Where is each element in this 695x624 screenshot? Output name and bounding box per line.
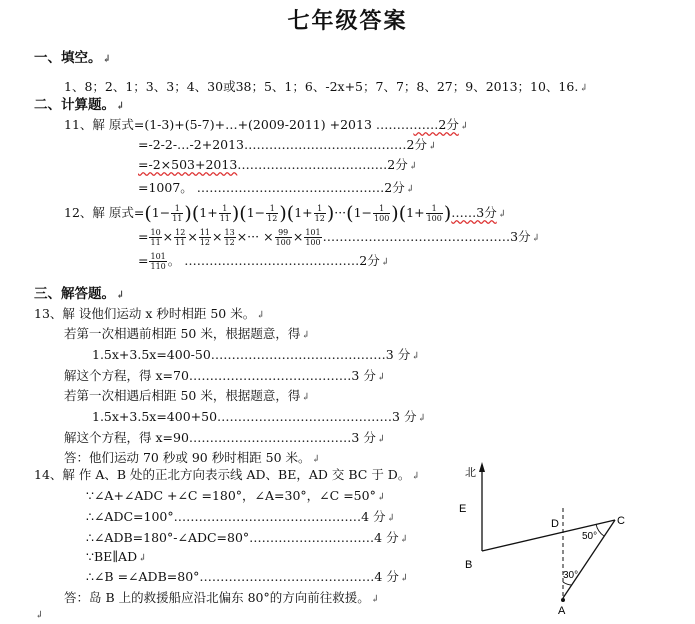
- eq1-fraction: $\frac{1}{12}$: [314, 204, 325, 223]
- eq2-fraction: $\frac{101}{100}$: [305, 228, 321, 247]
- q14-line-4: ∴∠ADB=180°-∠ADC=80°…………………………4 分↲: [86, 530, 409, 545]
- q13-line-7: 解这个方程，得 x=90…………………………………3 分↲: [64, 430, 386, 445]
- q13-line-6: 1.5x+3.5x=400+50……………………………………3 分↲: [92, 409, 426, 424]
- q13-line-8: 答：他们运动 70 秒或 90 秒时相距 50 米。↲: [64, 450, 320, 465]
- q12-expression-2: $\frac{10}{11}$ × $\frac{12}{11}$ × $\frac{11}{12}$ × $\frac{13}{12}$ ×··· × $\frac{99}{100}$ × $\frac{101}{100}$: [150, 228, 321, 247]
- eq1-fraction: $\frac{1}{11}$: [219, 204, 230, 223]
- q13-line-1: 13、解 设他们运动 x 秒时相距 50 米。↲: [34, 306, 265, 321]
- q12-line-1: 12、解 原式=(1− $\frac{1}{11}$ )(1+ $\frac{1}{11}$ )(1− $\frac{1}{12}$ )(1+ $\frac{1}{12}$ )···(1− $\frac{1}{100}$ )(1+ $\frac{1}{100}$ )……3分↲: [64, 202, 507, 225]
- q12-expression-1: (1− $\frac{1}{11}$ )(1+ $\frac{1}{11}$ )(1− $\frac{1}{12}$ )(1+ $\frac{1}{12}$ )···(1− $\frac{1}{100}$ )(1+ $\frac{1}{100}$ ): [144, 202, 452, 225]
- section-3-heading: 三、解答题。↲: [34, 286, 125, 302]
- q14-line-5: ∵BE∥AD↲: [86, 549, 147, 564]
- eq1-fraction: $\frac{1}{100}$: [374, 204, 390, 223]
- label-A: A: [558, 605, 566, 617]
- q11-line-3: =-2×503+2013………………………………2分↲: [138, 157, 418, 172]
- end-mark: ↲: [35, 610, 44, 621]
- label-C: C: [617, 515, 625, 527]
- q11-line-2: =-2-2-…-2+2013…………………………………2分↲: [138, 137, 437, 152]
- fill-blank-answers: 1、8；2、1；3、3；4、30或38；5、1；6、-2x+5；7、7；8、27；9、2013；10、16.↲: [64, 79, 588, 94]
- label-E: E: [459, 503, 467, 515]
- q11-line-4: =1007。 ………………………………………2分↲: [138, 180, 415, 195]
- north-arrow-icon: [479, 462, 485, 472]
- angle-A-label: 30°: [563, 570, 579, 581]
- eq2-fraction: $\frac{10}{11}$: [150, 228, 161, 247]
- point-A: [561, 598, 565, 602]
- eq2-fraction: $\frac{13}{12}$: [224, 228, 235, 247]
- section-2-heading: 二、计算题。↲: [34, 97, 125, 113]
- q12-line-3: = $\frac{101}{110}$ 。 ……………………………………2分↲: [138, 252, 390, 271]
- section-1-heading: 一、填空。↲: [34, 50, 111, 66]
- q12-line-2: = $\frac{10}{11}$ × $\frac{12}{11}$ × $\frac{11}{12}$ × $\frac{13}{12}$ ×··· × $\frac{99}{100}$ × $\frac{101}{100}$ ………………………………………3分↲: [138, 228, 540, 247]
- q14-line-6: ∴∠B =∠ADB=80°……………………………………4 分↲: [86, 569, 409, 584]
- angle-C-label: 50°: [582, 531, 598, 542]
- q14-line-1: 14、解 作 A、B 处的正北方向表示线 AD、BE，AD 交 BC 于 D。↲: [34, 467, 420, 482]
- north-label: 北: [465, 466, 476, 479]
- eq2-fraction: $\frac{99}{100}$: [275, 228, 291, 247]
- eq2-fraction: $\frac{11}{12}$: [199, 228, 211, 247]
- eq1-fraction: $\frac{1}{11}$: [172, 204, 183, 223]
- q13-line-5: 若第一次相遇后相距 50 米，根据题意，得↲: [64, 388, 310, 403]
- q13-line-3: 1.5x+3.5x=400-50……………………………………3 分↲: [92, 347, 420, 362]
- q11-line-1: 11、解 原式=(1-3)+(5-7)+…+(2009-2011) +2013 ……………2分↲: [64, 117, 469, 132]
- q12-result-fraction: $\frac{101}{110}$: [150, 252, 166, 271]
- q14-line-7: 答：岛 B 上的救援船应沿北偏东 80°的方向前往救援。↲: [64, 590, 380, 605]
- geometry-figure: [455, 458, 655, 618]
- q14-line-3: ∴∠ADC=100°………………………………………4 分↲: [86, 509, 395, 524]
- q13-line-4: 解这个方程，得 x=70…………………………………3 分↲: [64, 368, 386, 383]
- eq1-fraction: $\frac{1}{100}$: [426, 204, 442, 223]
- eq1-fraction: $\frac{1}{12}$: [267, 204, 278, 223]
- angle-C-arc: [596, 524, 604, 536]
- label-D: D: [551, 518, 559, 530]
- page-title: 七年级答案: [287, 8, 408, 34]
- angle-A-arc: [563, 582, 572, 585]
- q14-line-2: ∵∠A+∠ADC +∠C =180°，∠A=30°，∠C =50°↲: [86, 488, 386, 503]
- q13-line-2: 若第一次相遇前相距 50 米，根据题意，得↲: [64, 326, 310, 341]
- label-B: B: [465, 559, 473, 571]
- eq2-fraction: $\frac{12}{11}$: [175, 228, 186, 247]
